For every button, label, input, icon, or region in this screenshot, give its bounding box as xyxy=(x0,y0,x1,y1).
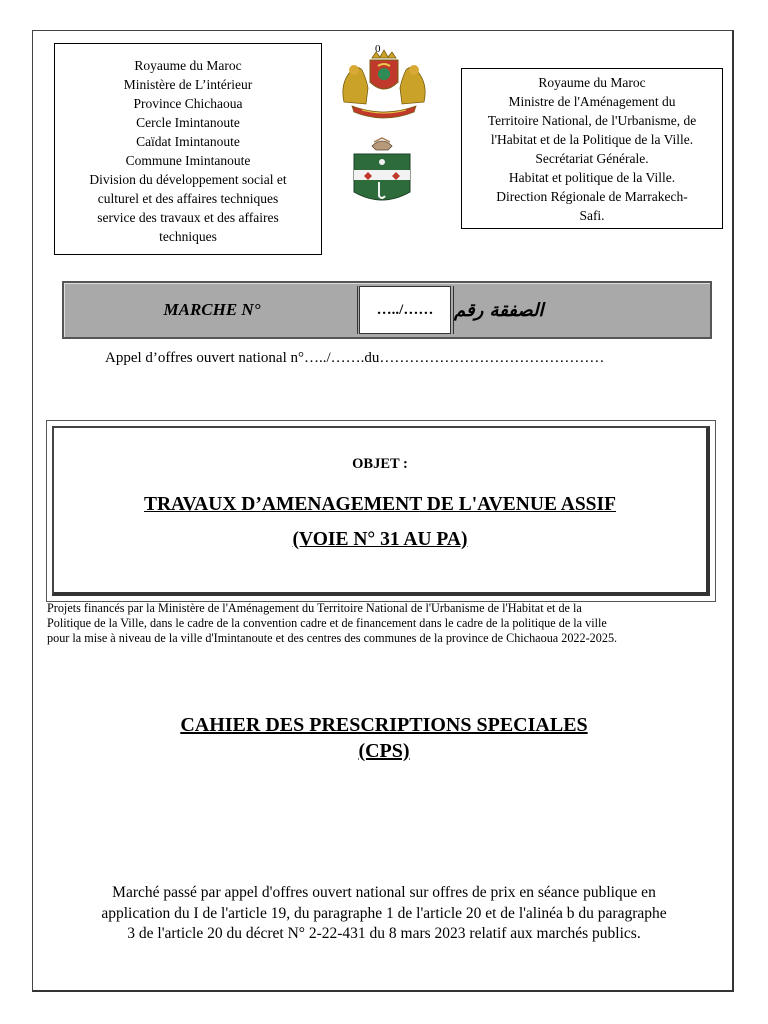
commune-emblem xyxy=(346,134,418,206)
marche-number-field: …../…… xyxy=(359,286,451,334)
legal-basis-line: 3 de l'article 20 du décret N° 2-22-431 du 8 mars 2023 relatif aux marchés publics. xyxy=(127,925,641,942)
left-header-line: culturel et des affaires techniques xyxy=(97,191,279,206)
left-header-line: Division du développement social et xyxy=(89,172,287,187)
objet-box xyxy=(46,420,716,602)
right-header-line: Secrétariat Générale. xyxy=(535,151,649,166)
objet-title-text-1: TRAVAUX D’AMENAGEMENT DE L'AVENUE ASSIF xyxy=(143,494,617,515)
marche-number-bar xyxy=(62,281,712,339)
right-header-line: Royaume du Maroc xyxy=(538,75,646,90)
financing-line: Politique de la Ville, dans le cadre de la convention cadre et de financement dans le cadre de la politique de la ville xyxy=(47,616,607,630)
objet-inner-frame xyxy=(52,426,710,596)
marche-label-fr: MARCHE N° xyxy=(67,286,358,334)
appel-offres-line: Appel d’offres ouvert national n°…../…….du……………………………………… xyxy=(105,350,605,366)
legal-basis-line: application du I de l'article 19, du paragraphe 1 de l'article 20 et de l'alinéa b du paragraphe xyxy=(101,904,667,922)
coat-of-arms-icon xyxy=(334,44,434,120)
right-header-line: Safi. xyxy=(579,208,605,223)
left-header-line: Ministère de L’intérieur xyxy=(123,77,253,92)
cps-abbr xyxy=(0,740,768,763)
financing-line: pour la mise à niveau de la ville d'Imintanoute et des centres des communes de la province de Chichaoua 2022-2025. xyxy=(47,631,618,645)
coat-of-arms-emblem xyxy=(334,44,434,120)
right-header-line: Territoire National, de l'Urbanisme, de xyxy=(487,113,697,128)
left-header-line: service des travaux et des affaires xyxy=(97,210,279,225)
cps-title-text: CAHIER DES PRESCRIPTIONS SPECIALES xyxy=(180,714,588,736)
right-header-box xyxy=(461,68,723,229)
commune-shield-icon xyxy=(346,134,418,206)
legal-basis-line: Marché passé par appel d'offres ouvert national sur offres de prix en séance publique en xyxy=(112,884,656,901)
right-header-line: Direction Régionale de Marrakech- xyxy=(496,189,688,204)
cps-abbr-text: (CPS) xyxy=(358,740,410,762)
left-header-line: Province Chichaoua xyxy=(133,96,243,111)
left-header-line: Cercle Imintanoute xyxy=(136,115,240,130)
financing-paragraph xyxy=(47,601,727,646)
left-header-line: techniques xyxy=(159,229,217,244)
right-header-line: Ministre de l'Aménagement du xyxy=(508,94,676,109)
objet-title-line-2 xyxy=(54,529,706,551)
financing-line: Projets financés par la Ministère de l'Aménagement du Territoire National de l'Urbanisme de l'Habitat et de la xyxy=(47,601,582,615)
left-header-box xyxy=(54,43,322,255)
legal-basis-paragraph xyxy=(40,883,728,945)
left-header-line: Royaume du Maroc xyxy=(134,58,242,73)
right-header-line: l'Habitat et de la Politique de la Ville. xyxy=(490,132,694,147)
left-header-line: Caïdat Imintanoute xyxy=(136,134,240,149)
objet-label: OBJET : xyxy=(352,456,408,472)
objet-title-text-2: (VOIE N° 31 AU PA) xyxy=(292,529,468,550)
emblem-mark: 0 xyxy=(375,43,381,55)
left-header-line: Commune Imintanoute xyxy=(125,153,251,168)
objet-title-line-1 xyxy=(54,494,706,516)
right-header-line: Habitat et politique de la Ville. xyxy=(508,170,676,185)
marche-label-ar: الصفقة رقم xyxy=(453,286,707,334)
cps-title xyxy=(0,714,768,737)
